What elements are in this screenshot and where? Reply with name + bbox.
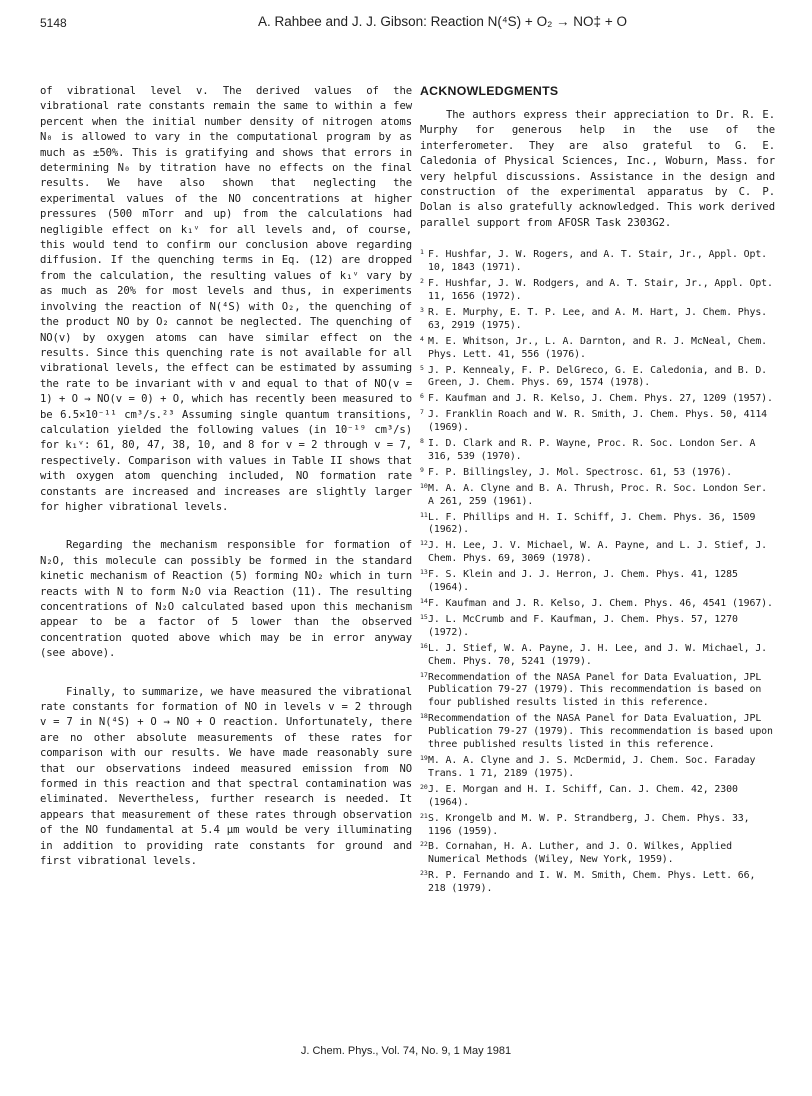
left-column <box>40 84 412 870</box>
reference-text: F. P. Billingsley, J. Mol. Spectrosc. 61, 53 (1976). <box>428 466 732 478</box>
reference-text: J. L. McCrumb and F. Kaufman, J. Chem. Phys. 57, 1270 (1972). <box>428 613 738 638</box>
reference-item <box>420 249 775 275</box>
body-paragraph: Regarding the mechanism responsible for formation of N₂O, this molecule can possibly be formed in the standard kinetic mechanism of Reaction (5) forming NO₂ which in turn reacts with N to form N₂O via Reaction (11). The resulting concentrations of N₂O calculated based upon this mechanism appear to be a factor of 5 lower than the observed concentration quoted above which may be in error anyway (see above). <box>40 539 412 660</box>
reference-text: R. E. Murphy, E. T. P. Lee, and A. M. Hart, J. Chem. Phys. 63, 2919 (1975). <box>428 306 768 331</box>
reference-number: 10 <box>420 481 428 490</box>
reference-item <box>420 307 775 333</box>
reference-text: J. P. Kennealy, F. P. DelGreco, G. E. Caledonia, and B. D. Green, J. Chem. Phys. 69, 1574 (1978). <box>428 364 768 389</box>
reference-number: 21 <box>420 811 428 820</box>
reference-number: 20 <box>420 782 428 791</box>
reference-number: 1 <box>420 248 424 257</box>
reference-number: 16 <box>420 641 428 650</box>
reference-number: 9 <box>420 465 424 474</box>
reference-text: M. A. A. Clyne and J. S. McDermid, J. Chem. Soc. Faraday Trans. 1 71, 2189 (1975). <box>428 754 756 779</box>
reference-number: 22 <box>420 840 428 849</box>
reference-item <box>420 512 775 538</box>
reference-item <box>420 784 775 810</box>
reference-text: L. F. Phillips and H. I. Schiff, J. Chem. Phys. 36, 1509 (1962). <box>428 511 756 536</box>
reference-number: 8 <box>420 437 424 446</box>
reference-number: 11 <box>420 510 428 519</box>
reference-text: L. J. Stief, W. A. Payne, J. H. Lee, and J. W. Michael, J. Chem. Phys. 70, 5241 (1979). <box>428 642 768 667</box>
acknowledgments-heading: ACKNOWLEDGMENTS <box>420 84 559 98</box>
reference-text: J. Franklin Roach and W. R. Smith, J. Chem. Phys. 50, 4114 (1969). <box>428 409 768 434</box>
reference-number: 2 <box>420 277 424 286</box>
reference-item <box>420 643 775 669</box>
reference-text: R. P. Fernando and I. W. M. Smith, Chem. Phys. Lett. 66, 218 (1979). <box>428 870 756 895</box>
reference-item <box>420 672 775 711</box>
running-title: A. Rahbee and J. J. Gibson: Reaction N(⁴S) + O₂ → NO‡ + O <box>258 14 627 29</box>
reference-text: Recommendation of the NASA Panel for Data Evaluation, JPL Publication 79-27 (1979). This recommendation is based upon three published results listed in this reference. <box>428 713 773 751</box>
reference-number: 17 <box>420 670 428 679</box>
reference-text: F. S. Klein and J. J. Herron, J. Chem. Phys. 41, 1285 (1964). <box>428 569 738 594</box>
reference-item <box>420 614 775 640</box>
reference-item <box>420 598 775 611</box>
right-column <box>420 84 775 899</box>
reference-item <box>420 870 775 896</box>
reference-text: B. Cornahan, H. A. Luther, and J. O. Wilkes, Applied Numerical Methods (Wiley, New York, 1959). <box>428 841 732 866</box>
reference-item <box>420 409 775 435</box>
reference-item <box>420 438 775 464</box>
reference-number: 7 <box>420 408 424 417</box>
reference-number: 18 <box>420 712 428 721</box>
running-header <box>40 12 780 36</box>
body-paragraph: of vibrational level v. The derived values of the vibrational rate constants remain the same to within a few percent when the initial number density of nitrogen atoms N₀ is allowed to vary in the computational program by as much as ±50%. This is gratifying and shows that errors in determining N₀ by titration have no effects on the final results. We have also shown that neglecting the experimental values of the NO concentrations at higher pressures (500 mTorr and up) from the calculations had negligible effect on k₁ᵛ for all levels and, of course, this would tend to confirm our conclusion above regarding diffusion. If the quenching terms in Eq. (12) are dropped from the calculation, the resulting values of k₁ᵛ vary by as much as 20% for most levels and thus, in experiments involving the reaction of N(⁴S) with O₂, the quenching of the product NO by O₂ cannot be neglected. The quenching of NO(v) by oxygen atoms can have similar effect on the results. Since this quenching rate is not available for all vibrational levels, the effect can be estimated by assuming the rate to be invariant with v and equal to that of NO(v = 1) + O → NO(v = 0) + O, which has recently been measured to be 6.5×10⁻¹¹ cm³/s.²³ Assuming single quantum transitions, calculation yielded the following values (in 10⁻¹⁹ cm³/s) for k₁ᵛ: 61, 80, 47, 38, 10, and 8 for v = 2 through v = 7, respectively. Comparison with values in Table II shows that with oxygen atom quenching included, NO formation rate constants are increased and increases are slightly larger for higher vibrational levels. <box>40 85 412 513</box>
reference-text: J. E. Morgan and H. I. Schiff, Can. J. Chem. 42, 2300 (1964). <box>428 783 738 808</box>
body-paragraph: Finally, to summarize, we have measured the vibrational rate constants for formation of NO in levels v = 2 through v = 7 in N(⁴S) + O → NO + O reaction. Unfortunately, there are no other absolute measurements of these rates for comparison with our results. We have made reasonably sure that our observations indeed measured emission from NO formed in this reaction and that spectral contamination was eliminated. Nevertheless, further research is needed. It appears that measurement of these rates through observation of the NO fundamental at 5.4 μm would be very illuminating in addition to providing rate constants for ground and first vibrational levels. <box>40 685 412 868</box>
reference-number: 3 <box>420 305 424 314</box>
reference-text: M. E. Whitson, Jr., L. A. Darnton, and R. J. McNeal, Chem. Phys. Lett. 41, 556 (1976). <box>428 335 768 360</box>
reference-item <box>420 365 775 391</box>
reference-list <box>420 249 775 896</box>
reference-text: J. H. Lee, J. V. Michael, W. A. Payne, and L. J. Stief, J. Chem. Phys. 69, 3069 (1978). <box>428 540 768 565</box>
reference-number: 15 <box>420 612 428 621</box>
reference-item <box>420 569 775 595</box>
reference-number: 23 <box>420 869 428 878</box>
reference-number: 4 <box>420 334 424 343</box>
reference-text: F. Kaufman and J. R. Kelso, J. Chem. Phys. 46, 4541 (1967). <box>428 598 773 609</box>
reference-item <box>420 540 775 566</box>
reference-item <box>420 393 775 406</box>
reference-item <box>420 483 775 509</box>
journal-citation-footer: J. Chem. Phys., Vol. 74, No. 9, 1 May 1981 <box>300 1045 512 1057</box>
page-number: 5148 <box>40 16 67 30</box>
reference-item <box>420 755 775 781</box>
reference-number: 5 <box>420 363 424 372</box>
reference-text: F. Hushfar, J. W. Rogers, and A. T. Stair, Jr., Appl. Opt. 10, 1843 (1971). <box>428 249 768 274</box>
reference-item <box>420 278 775 304</box>
reference-item <box>420 467 775 480</box>
reference-text: M. A. A. Clyne and B. A. Thrush, Proc. R. Soc. London Ser. A 261, 259 (1961). <box>428 482 768 507</box>
acknowledgments-text: The authors express their appreciation to Dr. R. E. Murphy for generous help in the use of the interferometer. They are also grateful to G. E. Caledonia of Physical Sciences, Inc., Woburn, Mass. for very helpful discussions. Assistance in the design and construction of the experimental apparatus by C. P. Dolan is also gratefully acknowledged. This work derived parallel support from AFOSR Task 2303G2. <box>420 109 775 229</box>
reference-number: 13 <box>420 568 428 577</box>
reference-item <box>420 813 775 839</box>
reference-item <box>420 713 775 752</box>
reference-number: 19 <box>420 753 428 762</box>
reference-text: Recommendation of the NASA Panel for Data Evaluation, JPL Publication 79-27 (1979). This recommendation is based on four published results listed in this reference. <box>428 671 762 709</box>
reference-number: 6 <box>420 392 424 401</box>
reference-number: 12 <box>420 539 428 548</box>
reference-item <box>420 841 775 867</box>
reference-number: 14 <box>420 597 428 605</box>
reference-text: S. Krongelb and M. W. P. Strandberg, J. Chem. Phys. 33, 1196 (1959). <box>428 812 750 837</box>
reference-text: I. D. Clark and R. P. Wayne, Proc. R. Soc. London Ser. A 316, 539 (1970). <box>428 438 756 462</box>
reference-text: F. Kaufman and J. R. Kelso, J. Chem. Phys. 27, 1209 (1957). <box>428 393 773 405</box>
reference-item <box>420 336 775 362</box>
reference-text: F. Hushfar, J. W. Rodgers, and A. T. Stair, Jr., Appl. Opt. 11, 1656 (1972). <box>428 278 773 302</box>
